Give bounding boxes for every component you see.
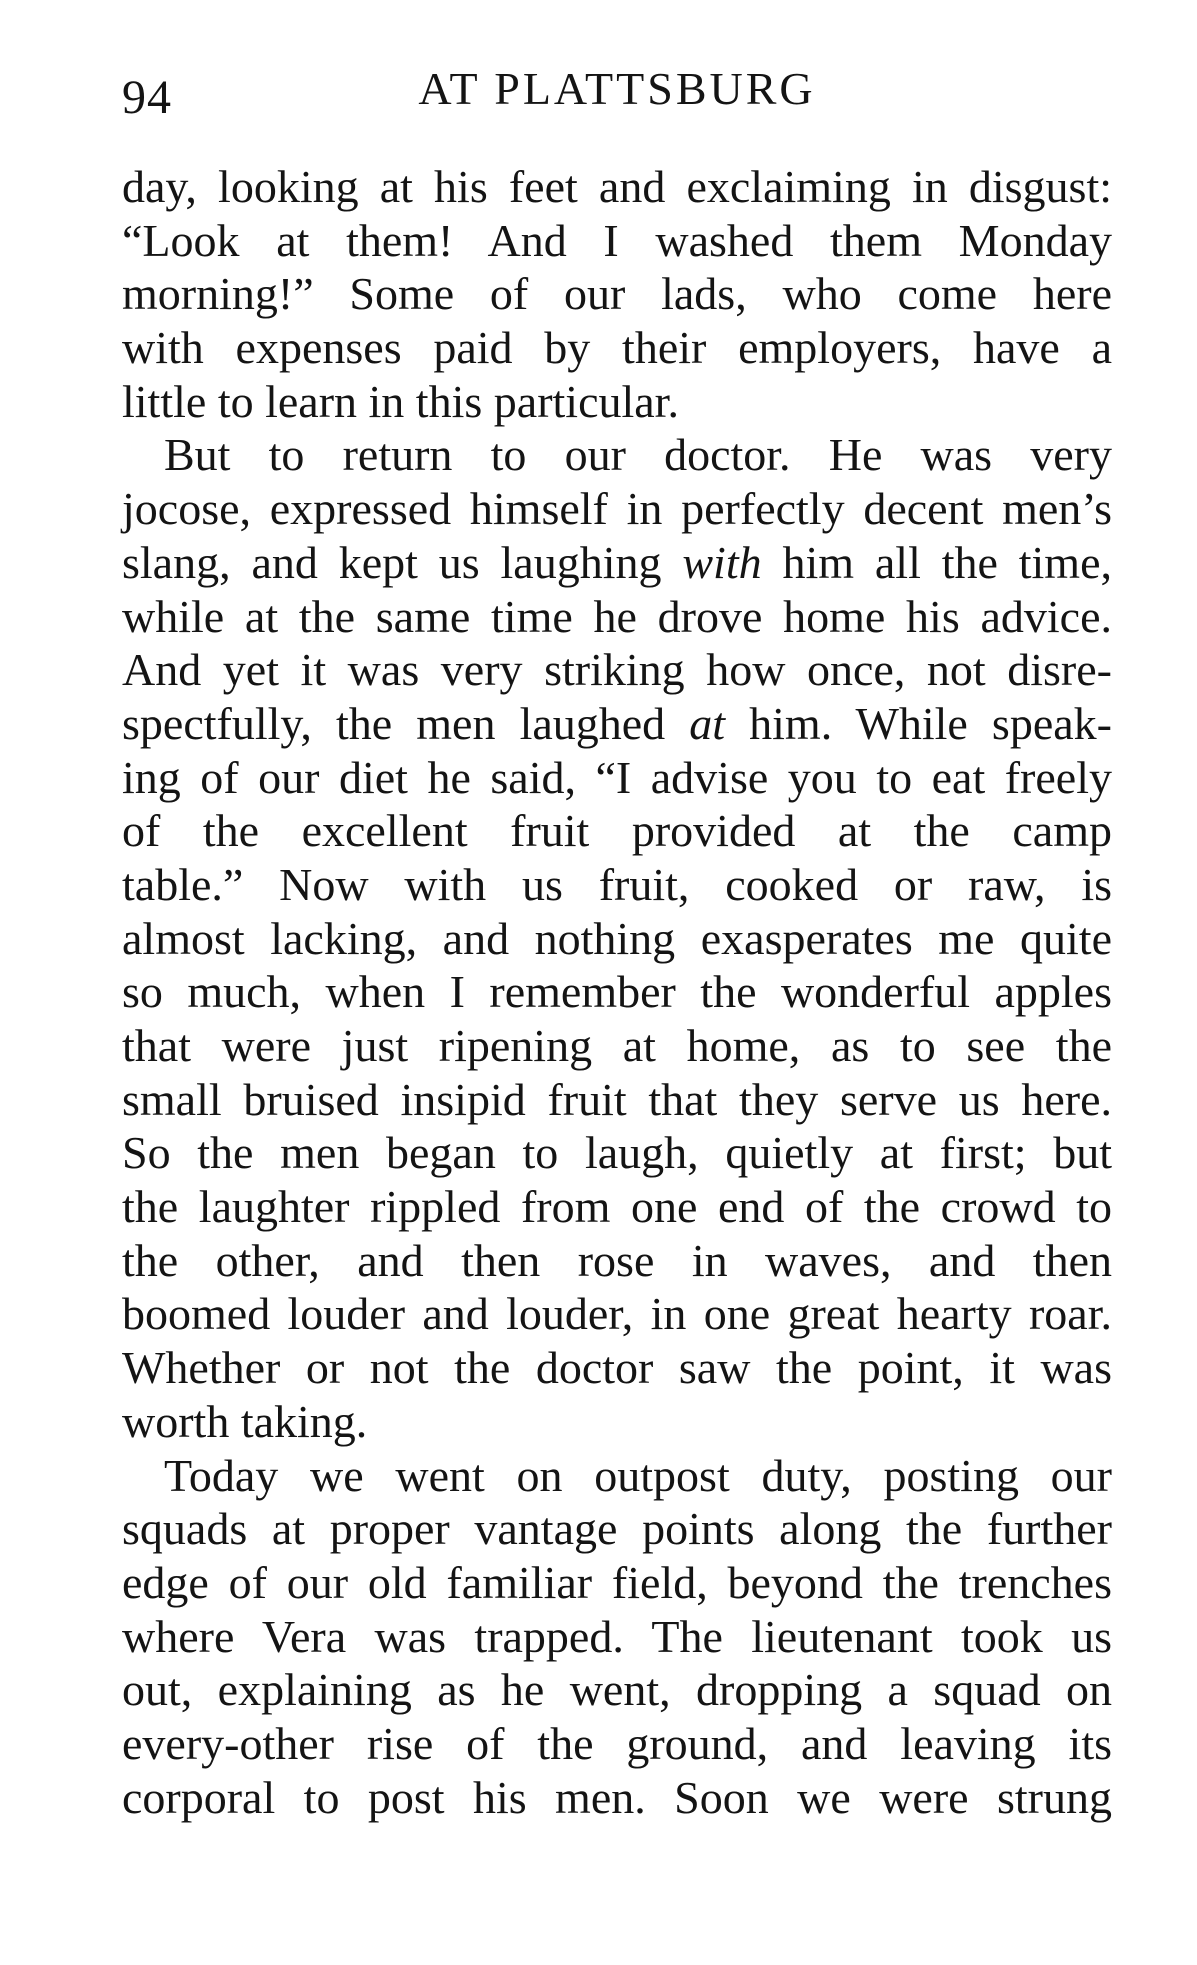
text-line: “Look at them! And I washed them Monday: [122, 214, 1112, 266]
text-line: while at the same time he drove home his advice.: [122, 590, 1112, 642]
text-line: And yet it was very striking how once, not disre-: [122, 644, 1112, 696]
paragraph-first-line: But to return to our doctor. He was very: [164, 429, 1112, 481]
italic-emphasis: with: [682, 536, 762, 588]
text-line: the other, and then rose in waves, and then: [122, 1234, 1112, 1286]
text-line: the laughter rippled from one end of the crowd to: [122, 1181, 1112, 1233]
text-line: spectfully, the men laughed at him. While speak-: [122, 697, 1112, 749]
paragraph-last-line: little to learn in this particular.: [122, 375, 679, 427]
text-line: day, looking at his feet and exclaiming in disgust:: [122, 161, 1112, 212]
text-line: jocose, expressed himself in perfectly decent men’s: [122, 483, 1112, 535]
text-line: ing of our diet he said, “I advise you to eat freely: [122, 751, 1112, 803]
text-line: almost lacking, and nothing exasperates me quite: [122, 912, 1112, 964]
paragraph-first-line: Today we went on outpost duty, posting our: [164, 1449, 1112, 1501]
text-line: slang, and kept us laughing with him all the time,: [122, 536, 1113, 588]
body-text: [122, 160, 1112, 1824]
text-line: that were just ripening at home, as to see the: [122, 1020, 1112, 1071]
text-line: small bruised insipid fruit that they serve us here.: [122, 1073, 1112, 1125]
text-line: Whether or not the doctor saw the point, it was: [122, 1342, 1112, 1394]
text-line: squads at proper vantage points along the further: [122, 1503, 1112, 1555]
text-line: table.” Now with us fruit, cooked or raw, is: [122, 858, 1112, 910]
page-header: [122, 62, 1112, 132]
paragraph-last-line: worth taking.: [122, 1395, 368, 1447]
text-line: out, explaining as he went, dropping a squad on: [122, 1664, 1112, 1716]
text-line: where Vera was trapped. The lieutenant took us: [122, 1610, 1112, 1662]
text-line: of the excellent fruit provided at the camp: [122, 805, 1112, 857]
text-line: boomed louder and louder, in one great hearty roar.: [122, 1288, 1112, 1340]
text-line: with expenses paid by their employers, have a: [122, 322, 1112, 374]
text-line: every-other rise of the ground, and leaving its: [122, 1717, 1112, 1769]
text-line: So the men began to laugh, quietly at first; but: [122, 1127, 1112, 1179]
page-number: 94: [122, 71, 172, 124]
text-line: morning!” Some of our lads, who come here: [122, 268, 1112, 320]
running-head: AT PLATTSBURG: [418, 63, 816, 114]
text-line: edge of our old familiar field, beyond the trenches: [122, 1556, 1112, 1608]
italic-emphasis: at: [689, 697, 726, 749]
text-line: corporal to post his men. Soon we were strung: [122, 1771, 1112, 1823]
text-line: so much, when I remember the wonderful apples: [122, 966, 1112, 1018]
